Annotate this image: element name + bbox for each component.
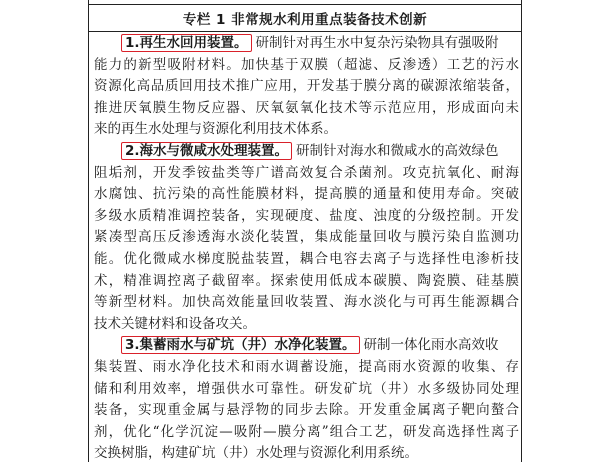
text-line: 研制针对海水和微咸水的高效绿色: [296, 142, 499, 159]
text-line: 装备，实现重金属与悬浮物的同步去除。开发重金属离子靶向螯合: [94, 402, 519, 419]
text-line: 术，精准调控离子截留率。探索使用低成本碳膜、陶瓷膜、硅基膜: [94, 272, 519, 289]
text-line: 等新型材料。加快高效能量回收装置、海水淡化与可再生能源耦合: [94, 294, 519, 311]
text-line: 能。优化微咸水梯度脱盐装置，耦合电容去离子与选择性电渗析技: [94, 250, 519, 267]
box-body: [94, 33, 519, 465]
text-line: 阻垢剂，开发季铵盐类等广谱高效复合杀菌剂。攻克抗氧化、耐海: [94, 164, 519, 181]
text-line: 研制针对再生水中复杂污染物具有强吸附: [255, 35, 499, 51]
text-line: 技术关键材料和设备攻关。: [94, 315, 256, 332]
section-2-heading: 2.海水与微咸水处理装置。: [121, 142, 292, 160]
text-line: 剂，优化“化学沉淀—吸附—膜分离”组合工艺，研发高选择性离子: [94, 423, 519, 440]
text-line: 集装置、雨水净化技术和雨水调蓄设施，提高雨水资源的收集、存: [94, 358, 519, 375]
text-line: 研制一体化雨水高效收: [363, 337, 499, 354]
text-line: 交换树脂，构建矿坑（井）水处理与资源化利用系统。: [94, 445, 418, 462]
text-line: 紧凑型高压反渗透海水淡化装置，集成能量回收与膜污染自监测功: [94, 229, 519, 246]
section-3-first-line: [94, 335, 519, 357]
text-line: 来的再生水处理与资源化利用技术体系。: [94, 121, 337, 138]
text-line: 能力的新型吸附材料。加快基于双膜（超滤、反渗透）工艺的污水: [94, 56, 519, 73]
text-line: 水腐蚀、抗污染的高性能膜材料，提高膜的通量和使用寿命。突破: [94, 186, 519, 203]
section-2-first-line: [94, 141, 519, 163]
text-line: 储和利用效率，增强供水可靠性。研发矿坑（井）水多级协同处理: [94, 380, 519, 397]
text-line: 资源化高品质回用技术推广应用，开发基于膜分离的碳源浓缩装备，: [94, 78, 519, 95]
section-1-first-line: [94, 33, 519, 55]
section-3-heading: 3.集蓄雨水与矿坑（井）水净化装置。: [121, 336, 360, 354]
box-title: 专栏 1 非常规水利用重点装备技术创新: [88, 4, 522, 32]
section-1-heading: 1.再生水回用装置。: [121, 34, 252, 52]
text-line: 推进厌氧膜生物反应器、厌氧氨氧化技术等示范应用，形成面向未: [94, 99, 519, 116]
text-line: 多级水质精准调控装备，实现硬度、盐度、浊度的分级控制。开发: [94, 207, 519, 224]
